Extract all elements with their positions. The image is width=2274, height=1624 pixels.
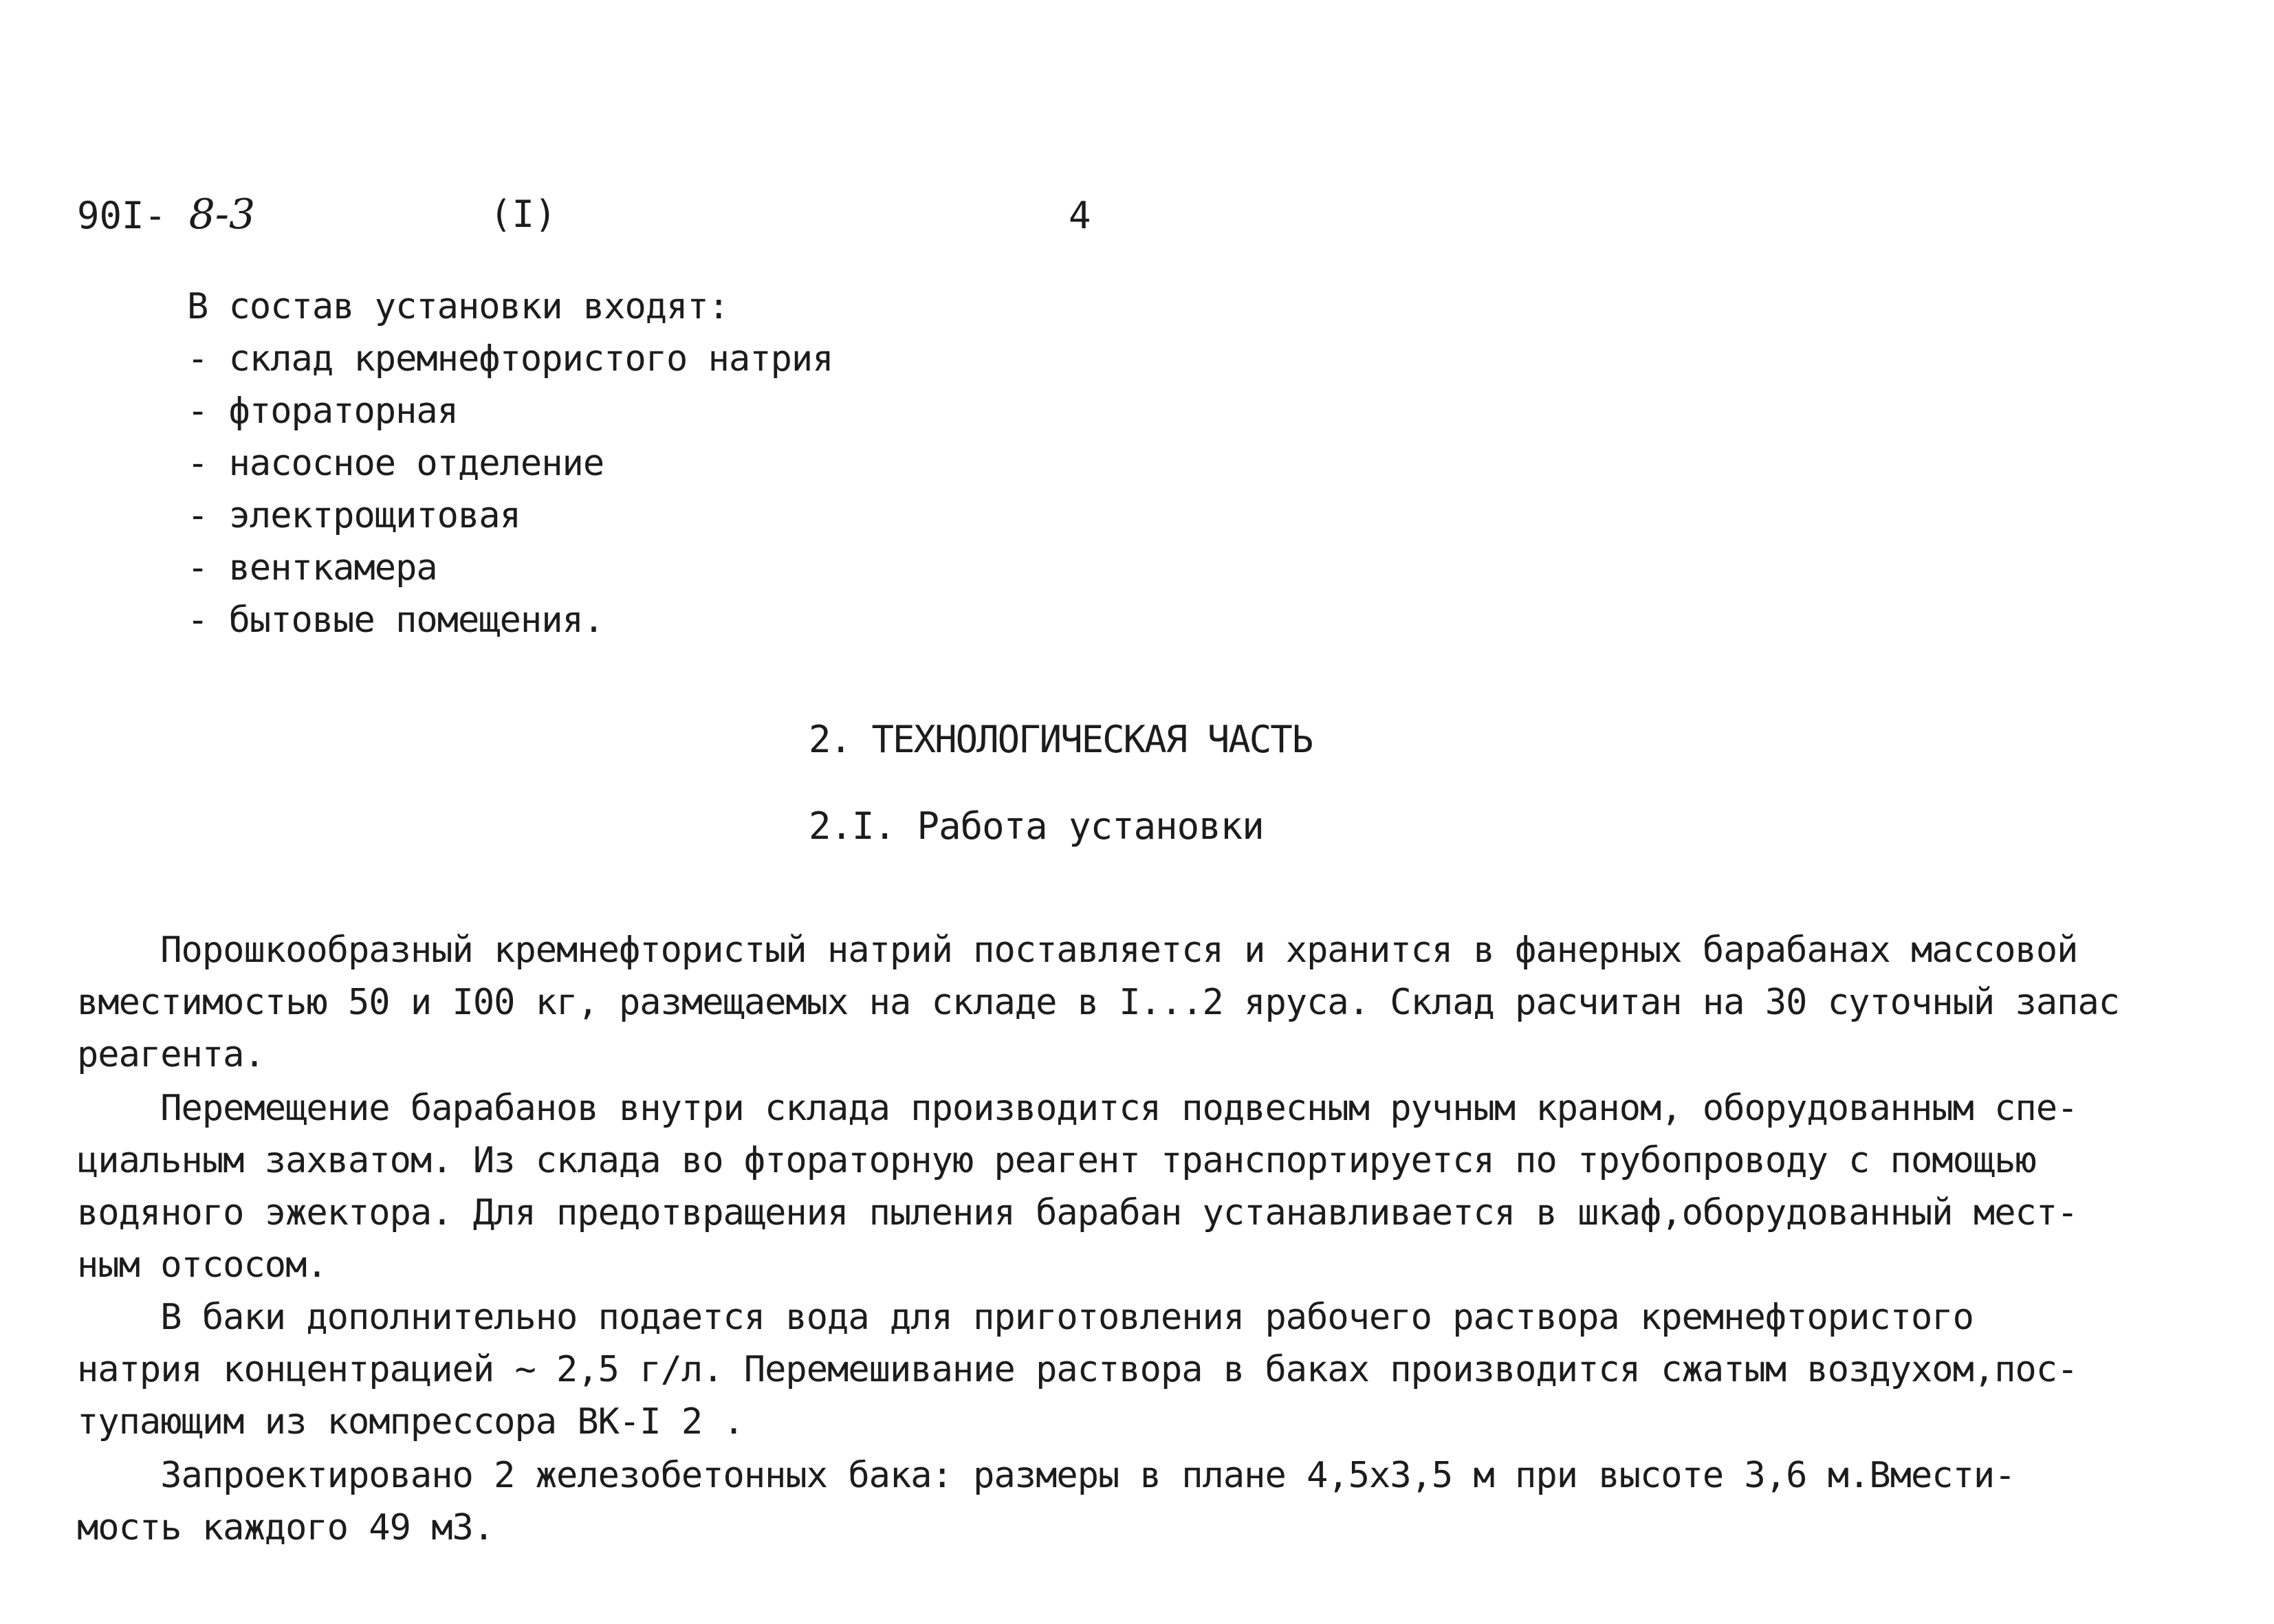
document-part: (I)	[490, 193, 557, 236]
composition-intro: В состав установки входят:	[187, 286, 729, 327]
paragraph-line: Запроектировано 2 железобетонных бака: размеры в плане 4,5х3,5 м при высоте 3,6 м.Вмести-	[77, 1455, 2015, 1496]
list-item: - бытовые помещения.	[187, 600, 604, 641]
subsection-title: 2.I. Работа установки	[809, 804, 1264, 848]
paragraph-line: натрия концентрацией ~ 2,5 г/л. Перемешивание раствора в баках производится сжатым воздухом,пос-	[77, 1349, 2078, 1390]
paragraph-tanks	[77, 1449, 2222, 1554]
paragraph-line: мость каждого 49 м3.	[77, 1507, 494, 1548]
paragraph-line: водяного эжектора. Для предотвращения пыления барабан устанавливается в шкаф,оборудованный мест-	[77, 1192, 2078, 1233]
paragraph-line: Перемещение барабанов внутри склада производится подвесным ручным краном, оборудованным спе-	[77, 1088, 2078, 1129]
paragraph-line: ным отсосом.	[77, 1244, 327, 1286]
paragraph-line: Порошкообразный кремнефтористый натрий поставляется и хранится в фанерных барабанах массовой	[77, 930, 2078, 971]
list-item: - склад кремнефтористого натрия	[187, 338, 833, 380]
section-title: 2. ТЕХНОЛОГИЧЕСКАЯ ЧАСТЬ	[809, 718, 1313, 761]
list-item: - насосное отделение	[187, 443, 604, 484]
page-number: 4	[1069, 194, 1091, 237]
list-item: - фтораторная	[187, 391, 458, 432]
paragraph-storage	[77, 924, 2222, 1081]
document-number-handwritten: 8-3	[188, 190, 256, 239]
document-number	[77, 188, 255, 242]
paragraph-line: В баки дополнительно подается вода для приготовления рабочего раствора кремнефтористого	[77, 1297, 1974, 1338]
paragraph-line: реагента.	[77, 1034, 265, 1075]
paragraph-line: вместимостью 50 и I00 кг, размещаемых на складе в I...2 яруса. Склад расчитан на 30 суточный запас	[77, 982, 2120, 1023]
paragraph-line: циальным захватом. Из склада во фтораторную реагент транспортируется по трубопроводу с помощью	[77, 1140, 2036, 1181]
list-item: - венткамера	[187, 547, 437, 589]
document-number-prefix: 90I-	[77, 194, 167, 237]
list-item: - электрощитовая	[187, 495, 521, 536]
paragraph-line: тупающим из компрессора ВК-I 2 .	[77, 1401, 744, 1442]
paragraph-transport	[77, 1082, 2222, 1291]
paragraph-solution	[77, 1291, 2222, 1448]
composition-list	[187, 281, 1287, 646]
